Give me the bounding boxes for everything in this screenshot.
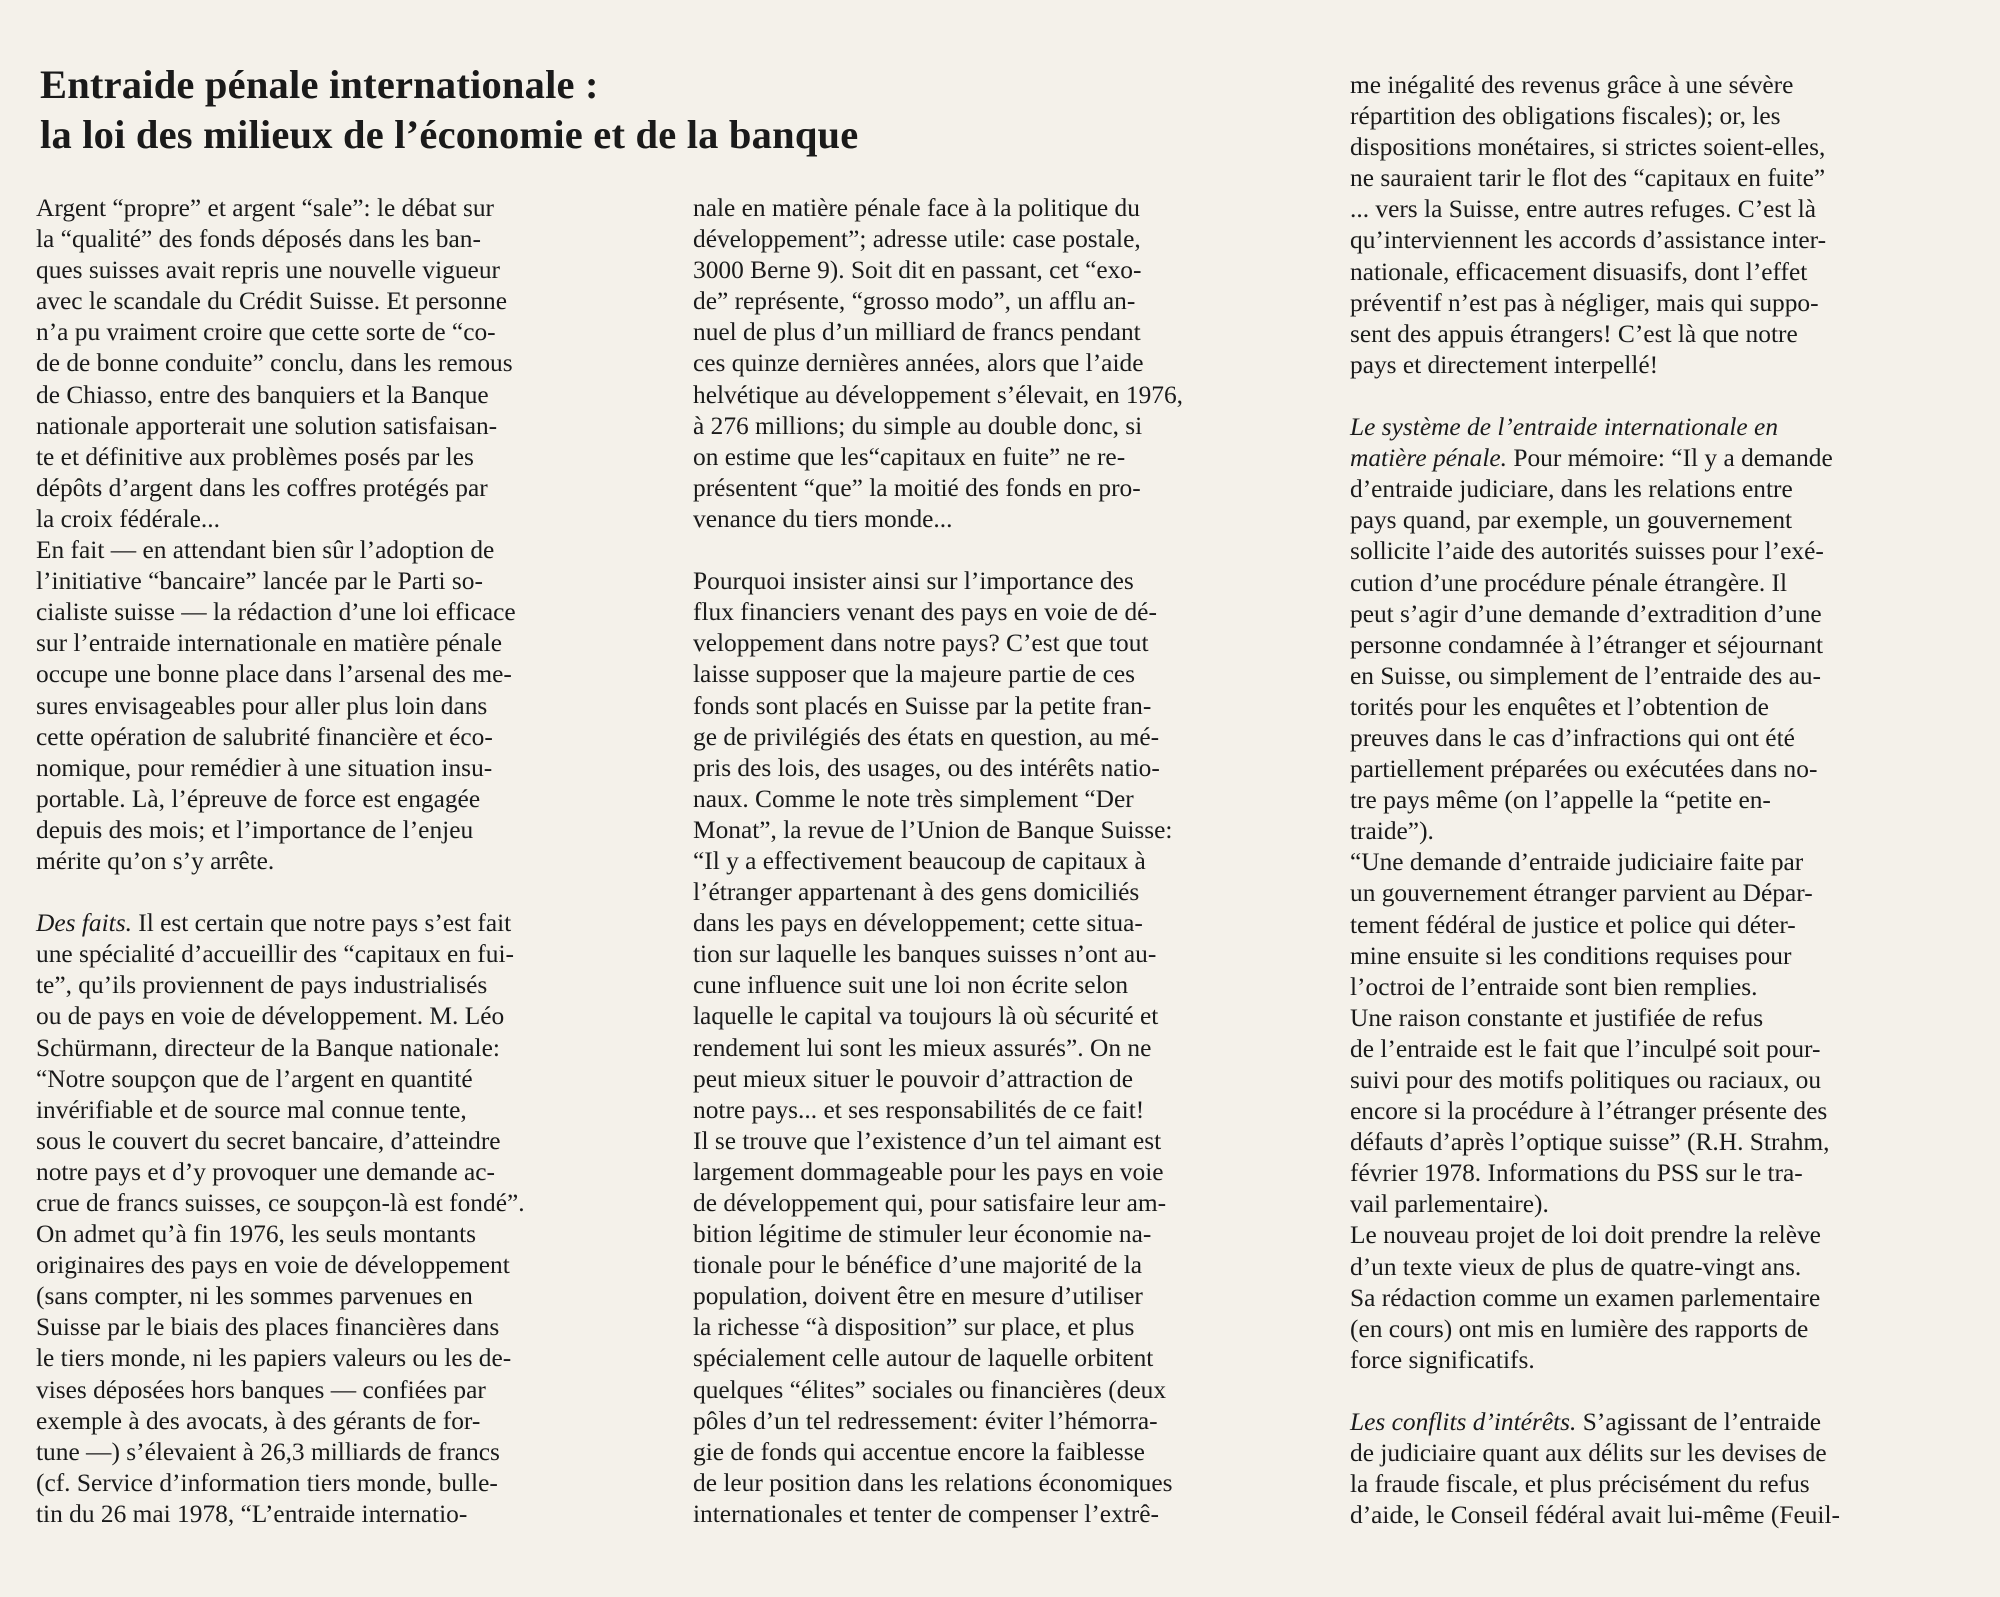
text-line — [1350, 443, 1970, 474]
text-line: sur l’entraide internationale en matière pénale — [36, 629, 502, 658]
text-line: nationale, efficacement disuasifs, dont l’effet — [1350, 257, 1808, 286]
text-line: quelques “élites” sociales ou financières (deux — [693, 1375, 1167, 1404]
text-line: l’initiative “bancaire” lancée par le Parti so- — [36, 567, 483, 596]
text-line: pôles d’un tel redressement: éviter l’hémorra- — [693, 1406, 1158, 1435]
text-line: de développement qui, pour satisfaire leur am- — [693, 1189, 1167, 1217]
text-line: tre pays même (on l’appelle la “petite en- — [1350, 786, 1771, 815]
text-line: tune —) s’élevaient à 26,3 milliards de francs — [36, 1437, 500, 1466]
section-lead: Les conflits d’intérêts. — [1350, 1408, 1577, 1437]
paragraph-gap — [1350, 1376, 1970, 1407]
text-line: de judiciaire quant aux délits sur les devises de — [1350, 1439, 1827, 1468]
text-line: la fraude fiscale, et plus précisément du refus — [1350, 1470, 1810, 1499]
text-line: force significatifs. — [1350, 1345, 1535, 1374]
text-line: tion sur laquelle les banques suisses n’ont au- — [693, 940, 1157, 969]
text-line: “Il y a effectivement beaucoup de capitaux à — [693, 846, 1146, 875]
text-line: depuis des mois; et l’importance de l’enjeu — [36, 815, 474, 844]
text-line: d’aide, le Conseil fédéral avait lui-même (Feuil- — [1350, 1501, 1840, 1530]
text-line: préventif n’est pas à négliger, mais qui suppo- — [1350, 288, 1819, 317]
text-line: ge de privilégiés des états en question, au mé- — [693, 722, 1160, 751]
text-line: ou de pays en voie de développement. M. Léo — [36, 1002, 505, 1031]
text-line: encore si la procédure à l’étranger présente des — [1350, 1097, 1828, 1126]
text-line: vises déposées hors banques — confiées par — [36, 1375, 486, 1404]
text-line: gie de fonds qui accentue encore la faiblesse — [693, 1437, 1145, 1466]
text-line: Monat”, la revue de l’Union de Banque Suisse: — [693, 815, 1173, 844]
text-line: Une raison constante et justifiée de refus — [1350, 1003, 1764, 1032]
text-line: défauts d’après l’optique suisse” (R.H. Strahm, — [1350, 1128, 1830, 1157]
text-line: cialiste suisse — la rédaction d’une loi efficace — [36, 598, 516, 627]
text-line: 3000 Berne 9). Soit dit en passant, cet “exo- — [693, 256, 1142, 285]
text-line: dispositions monétaires, si strictes soient-elles, — [1350, 133, 1826, 162]
text-line: crue de francs suisses, ce soupçon-là est fondé”. — [36, 1189, 525, 1217]
text-line: nale en matière pénale face à la politique du — [693, 194, 1140, 222]
text-line: avec le scandale du Crédit Suisse. Et personne — [36, 287, 507, 316]
text-line: la richesse “à disposition” sur place, et plus — [693, 1313, 1135, 1342]
text-line: en Suisse, ou simplement de l’entraide des au- — [1350, 661, 1822, 690]
text-line: nuel de plus d’un milliard de francs pendant — [693, 318, 1141, 347]
text-line: la “qualité” des fonds déposés dans les ban- — [36, 225, 481, 254]
text-line: sollicite l’aide des autorités suisses pour l’exé- — [1350, 537, 1824, 566]
text-line: laquelle le capital va toujours là où sécurité et — [693, 1002, 1159, 1031]
text-line: dépôts d’argent dans les coffres protégés par — [36, 473, 488, 502]
text-line: venance du tiers monde... — [693, 504, 953, 533]
text-line: internationales et tenter de compenser l’extrê- — [693, 1499, 1159, 1528]
text-line: me inégalité des revenus grâce à une sévère — [1350, 71, 1794, 99]
text-line: sures envisageables pour aller plus loin dans — [36, 691, 488, 720]
text-line: invérifiable et de source mal connue tente, — [36, 1095, 467, 1124]
text-line: vail parlementaire). — [1350, 1190, 1549, 1219]
text-line: un gouvernement étranger parvient au Dépar- — [1350, 879, 1813, 908]
text-column-3 — [1350, 70, 1970, 1531]
text-line: développement”; adresse utile: case postale, — [693, 225, 1141, 254]
text-line: rendement lui sont les mieux assurés”. On ne — [693, 1033, 1152, 1062]
text-line: on estime que les“capitaux en fuite” ne re- — [693, 442, 1126, 471]
text-line: peut s’agir d’une demande d’extradition d’une — [1350, 599, 1822, 628]
text-line: suivi pour des motifs politiques ou raciaux, ou — [1350, 1066, 1822, 1094]
text-line: février 1978. Informations du PSS sur le tra- — [1350, 1159, 1803, 1188]
text-line: tement fédéral de justice et police qui déter- — [1350, 910, 1796, 939]
text-line: te et définitive aux problèmes posés par les — [36, 442, 474, 471]
text-line: présentent “que” la moitié des fonds en pro- — [693, 473, 1141, 502]
text-line: la croix fédérale... — [36, 504, 220, 533]
text-line: torités pour les enquêtes et l’obtention de — [1350, 692, 1769, 721]
text-line: cune influence suit une loi non écrite selon — [693, 971, 1129, 1000]
text-line: laisse supposer que la majeure partie de ces — [693, 660, 1136, 689]
text-line: preuves dans le cas d’infractions qui ont été — [1350, 723, 1795, 752]
text-line: En fait — en attendant bien sûr l’adoption de — [36, 536, 495, 565]
text-line: n’a pu vraiment croire que cette sorte de “co- — [36, 318, 496, 347]
text-line — [1350, 412, 1970, 443]
text-line: Pourquoi insister ainsi sur l’importance des — [693, 567, 1134, 596]
text-line — [36, 908, 661, 939]
text-line: tin du 26 mai 1978, “L’entraide internatio- — [36, 1499, 468, 1528]
text-line: de de bonne conduite” conclu, dans les remous — [36, 349, 513, 378]
text-line: largement dommageable pour les pays en voie — [693, 1157, 1164, 1186]
title-line-1: Entraide pénale internationale : — [40, 62, 599, 107]
text-line: mine ensuite si les conditions requises pour — [1350, 941, 1792, 970]
text-column-1 — [36, 193, 661, 1530]
text-line: ques suisses avait repris une nouvelle vigueur — [36, 256, 500, 285]
text-line: de Chiasso, entre des banquiers et la Banque — [36, 380, 489, 409]
text-line: tionale pour le bénéfice d’une majorité de la — [693, 1251, 1143, 1280]
text-line — [1350, 1407, 1970, 1438]
text-line: population, doivent être en mesure d’utiliser — [693, 1282, 1143, 1311]
text-line: de leur position dans les relations économiques — [693, 1468, 1173, 1497]
text-line: veloppement dans notre pays? C’est que tout — [693, 629, 1149, 658]
text-line: personne condamnée à l’étranger et séjournant — [1350, 630, 1824, 659]
article-title — [40, 60, 1330, 160]
section-lead: Des faits. — [36, 909, 132, 938]
text-line: cution d’une procédure pénale étrangère. Il — [1350, 568, 1788, 597]
text-line: d’entraide judiciare, dans les relations entre — [1350, 475, 1793, 504]
text-line: répartition des obligations fiscales); or, les — [1350, 102, 1781, 131]
text-line: spécialement celle autour de laquelle orbitent — [693, 1344, 1154, 1373]
text-line: fonds sont placés en Suisse par la petite fran- — [693, 691, 1152, 720]
text-line: d’un texte vieux de plus de quatre-vingt ans. — [1350, 1252, 1802, 1281]
text-line: notre pays... et ses responsabilités de ce fait! — [693, 1095, 1145, 1124]
text-line: helvétique au développement s’élevait, en 1976, — [693, 380, 1184, 409]
text-line: (cf. Service d’information tiers monde, bulle- — [36, 1468, 498, 1497]
text-line: mérite qu’on s’y arrête. — [36, 846, 275, 875]
text-line: te”, qu’ils proviennent de pays industrialisés — [36, 971, 488, 1000]
text-line: exemple à des avocats, à des gérants de for- — [36, 1406, 481, 1435]
title-line-2: la loi des milieux de l’économie et de la banque — [40, 112, 859, 157]
text-line: ne sauraient tarir le flot des “capitaux en fuite” — [1350, 164, 1826, 193]
text-line: une spécialité d’accueillir des “capitaux en fui- — [36, 940, 514, 969]
paragraph-gap — [36, 877, 661, 908]
text-line: naux. Comme le note très simplement “Der — [693, 784, 1134, 813]
text-line: pays et directement interpellé! — [1350, 350, 1659, 379]
text-line: peut mieux situer le pouvoir d’attraction de — [693, 1064, 1133, 1093]
text-line: pays quand, par exemple, un gouvernement — [1350, 506, 1793, 535]
text-line: flux financiers venant des pays en voie de dé- — [693, 598, 1157, 627]
text-column-2 — [693, 193, 1311, 1530]
text-line: ... vers la Suisse, entre autres refuges. C’est là — [1350, 195, 1817, 224]
text-line: “Une demande d’entraide judiciaire faite par — [1350, 848, 1804, 877]
text-line: Suisse par le biais des places financières dans — [36, 1313, 500, 1342]
text-line: pris des lois, des usages, ou des intérêts natio- — [693, 753, 1160, 782]
text-line: sous le couvert du secret bancaire, d’atteindre — [36, 1126, 501, 1155]
text-line: Argent “propre” et argent “sale”: le débat sur — [36, 194, 494, 222]
text-line: portable. Là, l’épreuve de force est engagée — [36, 784, 481, 813]
text-line: le tiers monde, ni les papiers valeurs ou les de- — [36, 1344, 512, 1373]
text-line: (en cours) ont mis en lumière des rapports de — [1350, 1314, 1809, 1343]
text-line: originaires des pays en voie de développement — [36, 1251, 510, 1280]
text-line: nomique, pour remédier à une situation insu- — [36, 753, 493, 782]
text-line: ces quinze dernières années, alors que l’aide — [693, 349, 1144, 378]
text-line: bition légitime de stimuler leur économie na- — [693, 1220, 1152, 1249]
text-line: sent des appuis étrangers! C’est là que notre — [1350, 319, 1798, 348]
text-line: partiellement préparées ou exécutées dans no- — [1350, 755, 1818, 784]
section-lead: Le système de l’entraide internationale en — [1350, 413, 1779, 442]
text-line: l’octroi de l’entraide sont bien remplies. — [1350, 972, 1758, 1001]
section-lead: matière pénale. — [1350, 444, 1507, 473]
text-line: qu’interviennent les accords d’assistance inter- — [1350, 226, 1827, 255]
text-line: nationale apporterait une solution satisfaisan- — [36, 411, 498, 440]
text-line: à 276 millions; du simple au double donc, si — [693, 411, 1143, 440]
text-run: S’agissant de l’entraide — [1576, 1408, 1822, 1437]
text-run: Il est certain que notre pays s’est fait — [131, 909, 512, 938]
text-line: dans les pays en développement; cette situa- — [693, 909, 1143, 938]
text-line: de l’entraide est le fait que l’inculpé soit pour- — [1350, 1034, 1821, 1063]
paragraph-gap — [693, 535, 1311, 566]
text-line: Sa rédaction comme un examen parlementaire — [1350, 1283, 1821, 1312]
text-line: notre pays et d’y provoquer une demande ac- — [36, 1157, 495, 1186]
text-line: l’étranger appartenant à des gens domiciliés — [693, 878, 1140, 907]
text-line: cette opération de salubrité financière et éco- — [36, 722, 493, 751]
text-line: On admet qu’à fin 1976, les seuls montants — [36, 1220, 477, 1249]
text-run: Pour mémoire: “Il y a demande — [1507, 444, 1833, 473]
text-line: Il se trouve que l’existence d’un tel aimant est — [693, 1126, 1162, 1155]
text-line: (sans compter, ni les sommes parvenues en — [36, 1282, 473, 1311]
text-line: occupe une bonne place dans l’arsenal des me- — [36, 660, 512, 689]
text-line: “Notre soupçon que de l’argent en quantité — [36, 1064, 473, 1093]
text-line: traide”). — [1350, 817, 1434, 846]
paragraph-gap — [1350, 381, 1970, 412]
text-line: de” représente, “grosso modo”, un afflu an- — [693, 287, 1136, 316]
text-line: Schürmann, directeur de la Banque nationale: — [36, 1033, 500, 1062]
text-line: Le nouveau projet de loi doit prendre la relève — [1350, 1221, 1821, 1250]
